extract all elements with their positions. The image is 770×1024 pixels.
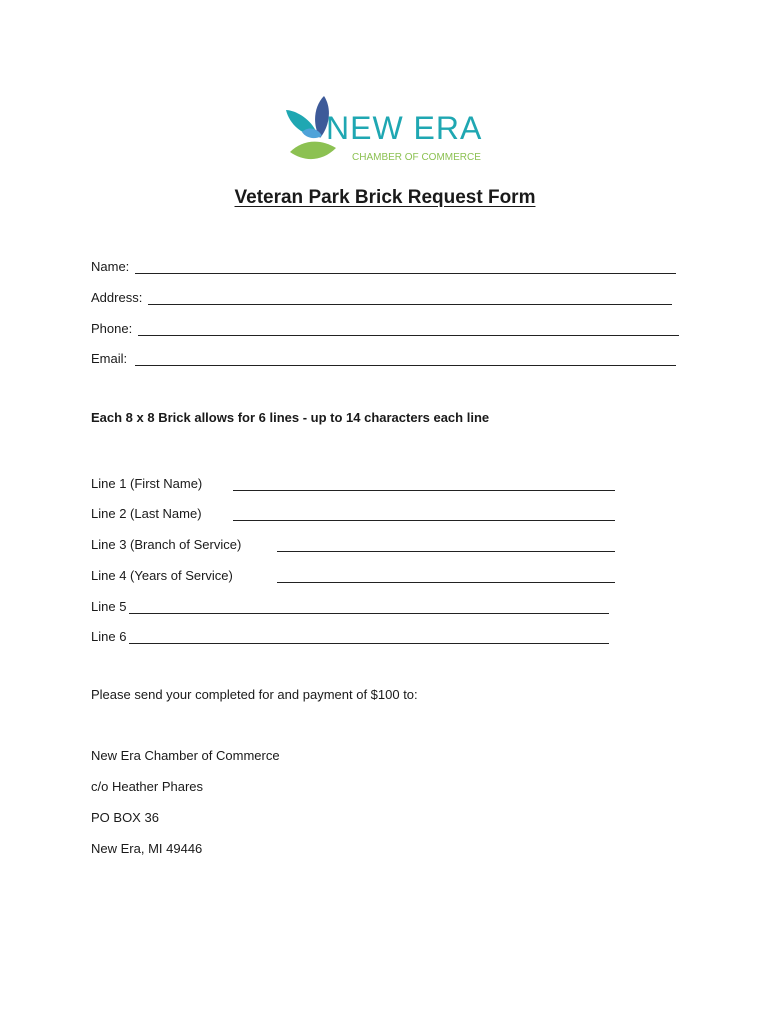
brick-line-6-input[interactable] <box>129 629 609 644</box>
logo-tagline: CHAMBER OF COMMERCE <box>352 152 481 163</box>
address-organization: New Era Chamber of Commerce <box>91 748 280 763</box>
brick-line-5-input[interactable] <box>129 599 609 614</box>
logo-name: NEW ERA <box>326 110 483 146</box>
phone-field[interactable] <box>91 316 679 336</box>
page-title: Veteran Park Brick Request Form <box>234 187 536 208</box>
email-input-line[interactable] <box>135 351 676 366</box>
address-po-box: PO BOX 36 <box>91 810 159 825</box>
name-label: Name: <box>91 259 130 274</box>
new-era-logo <box>284 92 490 174</box>
phone-label: Phone: <box>91 321 133 336</box>
brick-line-3-label: Line 3 (Branch of Service) <box>91 537 242 552</box>
email-label: Email: <box>91 351 128 366</box>
brick-line-2-label: Line 2 (Last Name) <box>91 506 202 521</box>
brick-line-1-label: Line 1 (First Name) <box>91 476 203 491</box>
address-city-state-zip: New Era, MI 49446 <box>91 841 203 856</box>
brick-line-2-input[interactable] <box>233 506 615 521</box>
brick-line-4-label: Line 4 (Years of Service) <box>91 568 233 583</box>
email-field[interactable] <box>91 346 676 366</box>
brick-line-2[interactable] <box>91 501 615 521</box>
brick-line-1-input[interactable] <box>233 476 615 491</box>
brick-line-6[interactable] <box>91 624 609 644</box>
brick-line-4-input[interactable] <box>277 568 615 583</box>
address-input-line[interactable] <box>148 290 672 305</box>
brick-line-5-label: Line 5 <box>91 599 127 614</box>
address-label: Address: <box>91 290 143 305</box>
phone-input-line[interactable] <box>138 321 679 336</box>
name-input-line[interactable] <box>135 259 676 274</box>
brick-line-3-input[interactable] <box>277 537 615 552</box>
brick-line-5[interactable] <box>91 594 609 614</box>
payment-note: Please send your completed for and payment of $100 to: <box>91 687 418 702</box>
brick-line-6-label: Line 6 <box>91 629 127 644</box>
brick-line-3[interactable] <box>91 532 615 552</box>
address-attention: c/o Heather Phares <box>91 779 204 794</box>
brick-line-1[interactable] <box>91 471 615 491</box>
name-field[interactable] <box>91 254 676 274</box>
brick-line-4[interactable] <box>91 563 615 583</box>
brick-instructions: Each 8 x 8 Brick allows for 6 lines - up to 14 characters each line <box>91 410 490 425</box>
address-field[interactable] <box>91 285 672 305</box>
